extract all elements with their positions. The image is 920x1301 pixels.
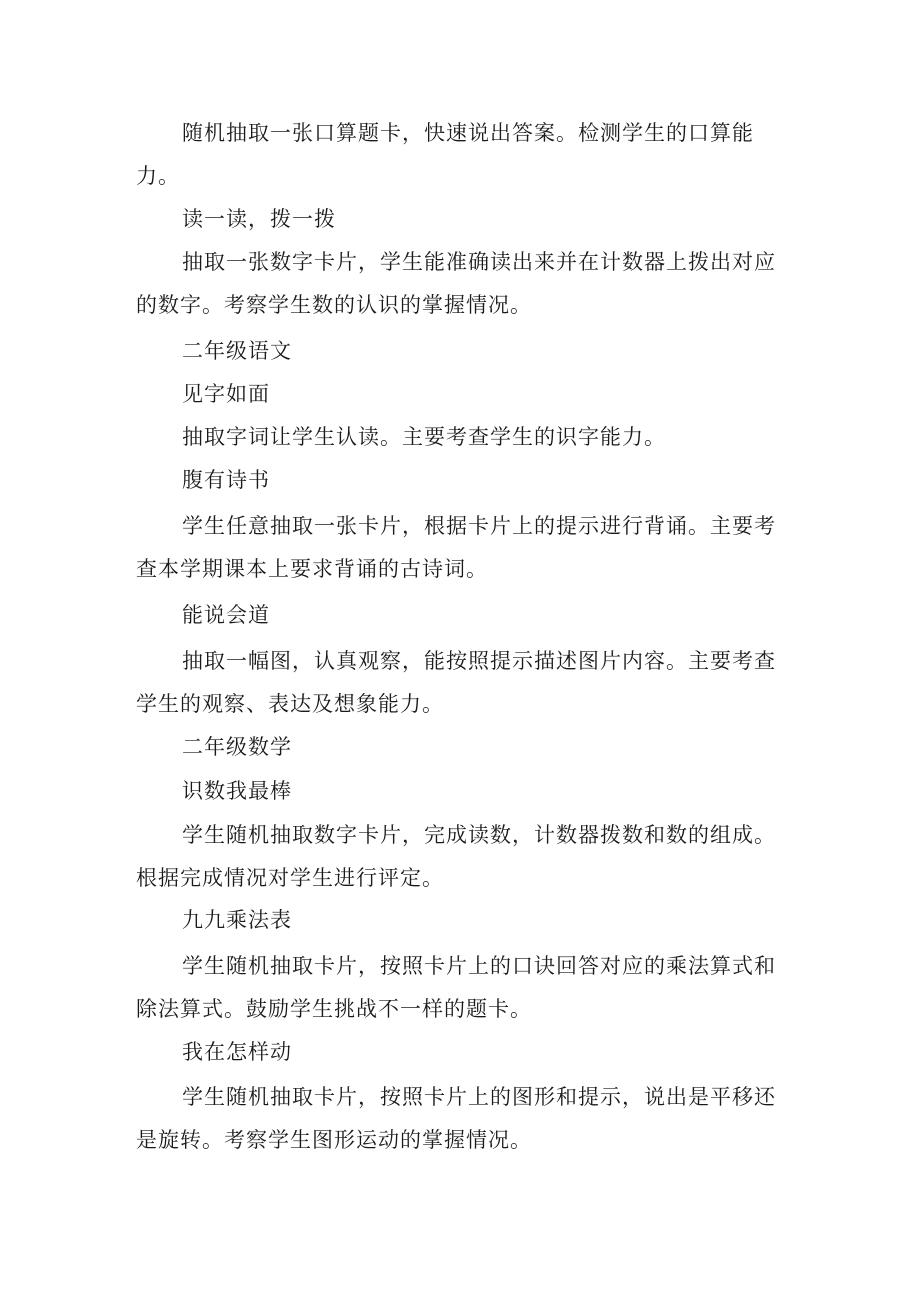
paragraph-number-cards: 抽取一张数字卡片，学生能准确读出来并在计数器上拨出对应的数字。考察学生数的认识的掌握情况。 <box>136 250 776 317</box>
heading-jian-zi-ru-mian: 见字如面 <box>182 382 270 406</box>
paragraph-mental-math-cards: 随机抽取一张口算题卡，快速说出答案。检测学生的口算能力。 <box>136 121 754 188</box>
paragraph-poem-recitation: 学生任意抽取一张卡片，根据卡片上的提示进行背诵。主要考查本学期课本上要求背诵的古诗词。 <box>136 514 776 581</box>
paragraph-multiplication-cards: 学生随机抽取卡片，按照卡片上的口诀回答对应的乘法算式和除法算式。鼓励学生挑战不一样的题卡。 <box>136 954 776 1021</box>
paragraph-word-reading: 抽取字词让学生认读。主要考查学生的识字能力。 <box>182 425 666 449</box>
heading-shi-shu-wo-zui-bang: 识数我最棒 <box>182 779 292 803</box>
heading-read-and-dial: 读一读，拨一拨 <box>182 207 336 231</box>
heading-wo-zai-zen-yang-dong: 我在怎样动 <box>182 1040 292 1064</box>
heading-neng-shuo-hui-dao: 能说会道 <box>182 603 270 627</box>
paragraph-shape-motion: 学生随机抽取卡片，按照卡片上的图形和提示，说出是平移还是旋转。考察学生图形运动的掌握情况。 <box>136 1085 776 1152</box>
heading-grade2-math: 二年级数学 <box>182 735 292 759</box>
paragraph-picture-description: 抽取一幅图，认真观察，能按照提示描述图片内容。主要考查学生的观察、表达及想象能力。 <box>136 649 776 716</box>
heading-fu-you-shi-shu: 腹有诗书 <box>182 468 270 492</box>
paragraph-number-reading: 学生随机抽取数字卡片，完成读数，计数器拨数和数的组成。根据完成情况对学生进行评定。 <box>136 823 776 890</box>
heading-grade2-chinese: 二年级语文 <box>182 339 292 363</box>
heading-multiplication-table: 九九乘法表 <box>182 908 292 932</box>
